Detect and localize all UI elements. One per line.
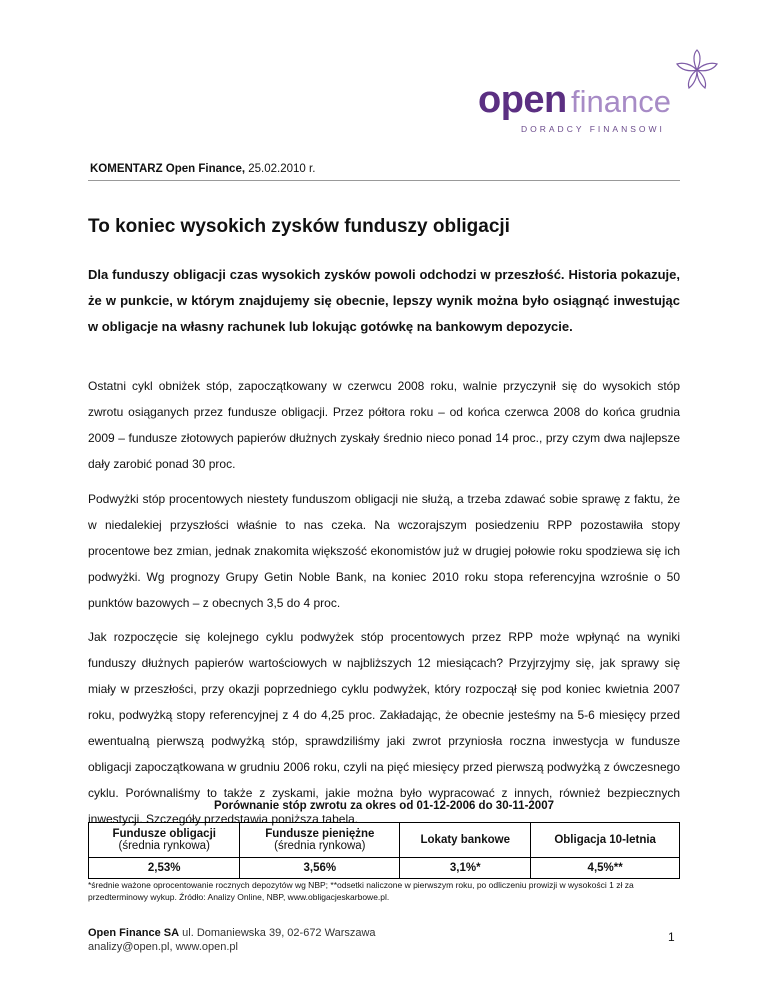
footer-address: ul. Domaniewska 39, 02-672 Warszawa <box>182 927 376 939</box>
table-caption: Porównanie stóp zwrotu za okres od 01-12-2006 do 30-11-2007 <box>213 800 554 812</box>
header-main: Lokaty bankowe <box>420 834 510 846</box>
table-cell: 4,5%** <box>531 858 680 879</box>
body-paragraph-1: Ostatni cykl obniżek stóp, zapoczątkowany w czerwcu 2008 roku, walnie przyczynił się do wysokich stóp zwrotu osiąganych przez fundusze obligacji. Przez półtora roku – od końca czerwca 2008 do końca grudnia 2009 – fundusze złotowych papierów dłużnych zyskały średnio nieco ponad 14 proc., przy czym dwa najlepsze dały zarobić ponad 30 proc. <box>88 379 680 471</box>
table-header-cell <box>531 823 680 858</box>
flower-icon <box>673 48 721 92</box>
header-date: 25.02.2010 r. <box>248 163 316 175</box>
header-main: Fundusze pieniężne <box>265 828 375 840</box>
page-footer <box>88 926 376 954</box>
logo-brand-bold: open <box>478 79 567 121</box>
table-cell: 3,1%* <box>400 858 531 879</box>
header-main: Fundusze obligacji <box>112 828 216 840</box>
body-paragraph-2: Podwyżki stóp procentowych niestety funduszom obligacji nie służą, a trzeba zdawać sobie sprawę z faktu, że w niedalekiej przyszłości właśnie to nas czeka. Na wczorajszym posiedzeniu RPP pozostawiła stopy procentowe bez zmian, jednak znakomita większość ekonomistów już w drugiej połowie roku spodziewa się ich podwyżki. Wg prognozy Grupy Getin Noble Bank, na koniec 2010 roku stopa referencyjna wzrośnie o 50 punktów bazowych – z obecnych 3,5 do 4 proc. <box>88 492 680 610</box>
returns-comparison-table <box>88 822 680 879</box>
footer-company: Open Finance SA <box>88 927 180 939</box>
page-number: 1 <box>668 930 675 944</box>
logo-brand-light: finance <box>571 84 671 119</box>
table-cell: 2,53% <box>89 858 240 879</box>
document-header <box>90 163 315 175</box>
table-header-cell <box>89 823 240 858</box>
table-footnote: *średnie ważone oprocentowanie rocznych depozytów wg NBP; **odsetki naliczone w pierwszym roku, po odliczeniu prowizji w wysokości 1 zł za przedterminowy wykup. Źródło: Analizy Online, NBP, www.obligacjeskarbowe.pl. <box>88 880 634 902</box>
lead-paragraph: Dla funduszy obligacji czas wysokich zysków powoli odchodzi w przeszłość. Historia pokazuje, że w punkcie, w którym znajdujemy się obecnie, lepszy wynik można było osiągnąć inwestując w obligacje na własny rachunek lub lokując gotówkę na bankowym depozycie. <box>88 267 680 334</box>
header-main: Obligacja 10-letnia <box>554 834 656 846</box>
logo-tagline: DORADCY FINANSOWI <box>521 124 665 134</box>
footer-contact: analizy@open.pl, www.open.pl <box>88 941 238 953</box>
header-label: KOMENTARZ Open Finance, <box>90 163 246 175</box>
table-header-cell <box>240 823 400 858</box>
table-cell: 3,56% <box>240 858 400 879</box>
header-divider <box>88 180 680 181</box>
header-sub: (średnia rynkowa) <box>118 840 210 852</box>
header-sub: (średnia rynkowa) <box>274 840 366 852</box>
table-row <box>89 858 680 879</box>
open-finance-logo <box>478 48 728 138</box>
table-header-row <box>89 823 680 858</box>
body-paragraph-3: Jak rozpoczęcie się kolejnego cyklu podwyżek stóp procentowych przez RPP może wpłynąć na wyniki funduszy dłużnych papierów wartościowych w najbliższych 12 miesiącach? Przyjrzyjmy się, jak sprawy się miały w przeszłości, przy okazji poprzedniego cyklu podwyżek, który rozpoczął się pod koniec kwietnia 2007 roku, podwyżką stopy referencyjnej z 4 do 4,25 proc. Zakładając, że obecnie jesteśmy na 5-6 miesięcy przed ewentualną pierwszą podwyżką stóp, sprawdziliśmy jaki zwrot przyniosła roczna inwestycja w fundusze obligacji zapoczątkowana w grudniu 2006 roku, czyli na pięć miesięcy przed pierwszą podwyżką z ówczesnego cyklu. Porównaliśmy to także z zyskami, jakie można było wypracować z innych, również bezpiecznych inwestycji. Szczegóły przedstawia poniższa tabela. <box>88 630 680 826</box>
article-title: To koniec wysokich zysków funduszy obligacji <box>88 216 510 237</box>
table-header-cell <box>400 823 531 858</box>
